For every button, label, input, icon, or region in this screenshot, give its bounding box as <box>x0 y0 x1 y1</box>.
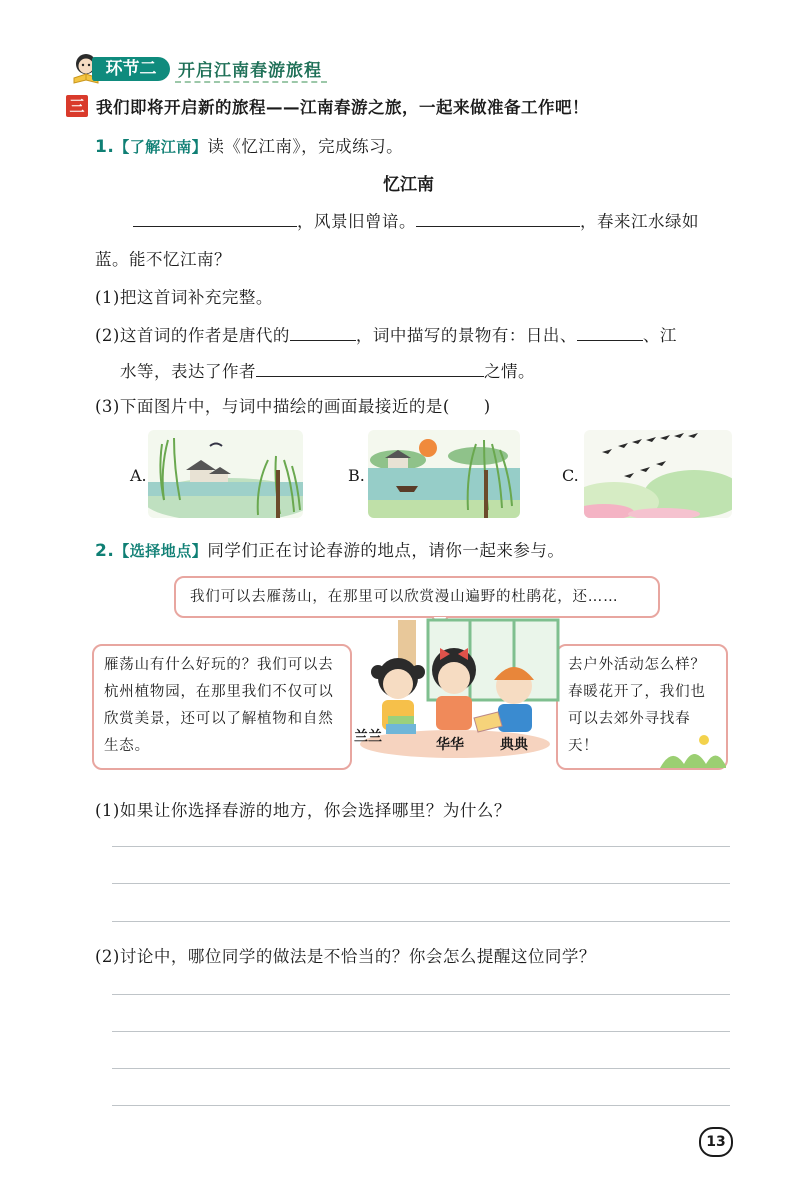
scenery-blank[interactable] <box>577 324 643 341</box>
option-b-image[interactable] <box>368 430 520 518</box>
question-text: 读《忆江南》，完成练习。 <box>207 137 404 156</box>
title-underline <box>175 81 327 83</box>
question-tag: 【了解江南】 <box>114 138 208 156</box>
poem-line-1 <box>133 208 699 232</box>
sub-question-2-2: (2)讨论中，哪位同学的做法是不恰当的？你会怎么提醒这位同学？ <box>95 947 596 966</box>
sub-question-text: 水等，表达了作者 <box>120 362 256 381</box>
emotion-blank[interactable] <box>256 360 484 377</box>
page-number: 13 <box>699 1127 733 1157</box>
answer-line[interactable] <box>112 846 730 847</box>
sub-question-text: ，词中描写的景物有：日出、 <box>355 326 577 345</box>
section-number-mark: 三 <box>66 95 88 117</box>
student-name-diandian: 典典 <box>500 737 528 753</box>
speech-bubble-left: 雁荡山有什么好玩的？我们可以去杭州植物园，在那里我们不仅可以欣赏美景，还可以了解植物和自然生态。 <box>92 644 352 770</box>
speech-bubble-top: 我们可以去雁荡山，在那里可以欣赏漫山遍野的杜鹃花，还…… <box>174 576 660 618</box>
section-badge: 环节二 <box>92 57 170 81</box>
question-1-heading <box>95 133 403 157</box>
answer-line[interactable] <box>112 994 730 995</box>
sub-question-1-3: (3)下面图片中，与词中描绘的画面最接近的是( ) <box>95 397 491 416</box>
answer-line[interactable] <box>112 1068 730 1069</box>
question-number: 1. <box>95 137 115 157</box>
poem-text: ，春来江水绿如 <box>580 212 699 231</box>
poem-blank-2[interactable] <box>416 210 580 227</box>
grass-flower-icon <box>660 728 726 768</box>
answer-line[interactable] <box>112 883 730 884</box>
question-2-heading <box>95 537 564 561</box>
sub-question-text: 之情。 <box>484 362 535 381</box>
author-blank[interactable] <box>290 324 356 341</box>
answer-line[interactable] <box>112 1031 730 1032</box>
option-c-label[interactable]: C. <box>562 466 579 485</box>
speech-bubble-right: 去户外活动怎么样？春暖花开了，我们也可以去郊外寻找春天！ <box>556 644 728 770</box>
student-name-lanlan: 兰兰 <box>354 729 382 745</box>
sub-question-1-2 <box>95 322 677 346</box>
sub-question-1-2-cont <box>120 358 535 382</box>
poem-blank-1[interactable] <box>133 210 297 227</box>
poem-title: 忆江南 <box>383 175 434 195</box>
student-name-huahua: 华华 <box>436 737 464 753</box>
answer-line[interactable] <box>112 1105 730 1106</box>
question-text: 同学们正在讨论春游的地点，请你一起来参与。 <box>207 541 565 560</box>
sub-question-2-1: (1)如果让你选择春游的地方，你会选择哪里？为什么？ <box>95 801 511 820</box>
option-c-image[interactable] <box>584 430 732 518</box>
poem-text: ，风景旧曾谙。 <box>297 212 416 231</box>
question-tag: 【选择地点】 <box>114 542 208 560</box>
option-a-image[interactable] <box>148 430 303 518</box>
answer-line[interactable] <box>112 921 730 922</box>
option-a-label[interactable]: A. <box>130 466 147 485</box>
option-b-label[interactable]: B. <box>348 466 365 485</box>
question-number: 2. <box>95 541 115 561</box>
section-header <box>70 52 330 86</box>
poem-line-2: 蓝。能不忆江南？ <box>95 250 231 269</box>
section-title: 开启江南春游旅程 <box>178 61 322 81</box>
sub-question-1-1: (1)把这首词补充完整。 <box>95 288 273 307</box>
sub-question-text: 、江 <box>642 326 677 345</box>
section-instruction: 我们即将开启新的旅程——江南春游之旅，一起来做准备工作吧！ <box>96 98 589 117</box>
sub-question-text: (2)这首词的作者是唐代的 <box>95 326 290 345</box>
